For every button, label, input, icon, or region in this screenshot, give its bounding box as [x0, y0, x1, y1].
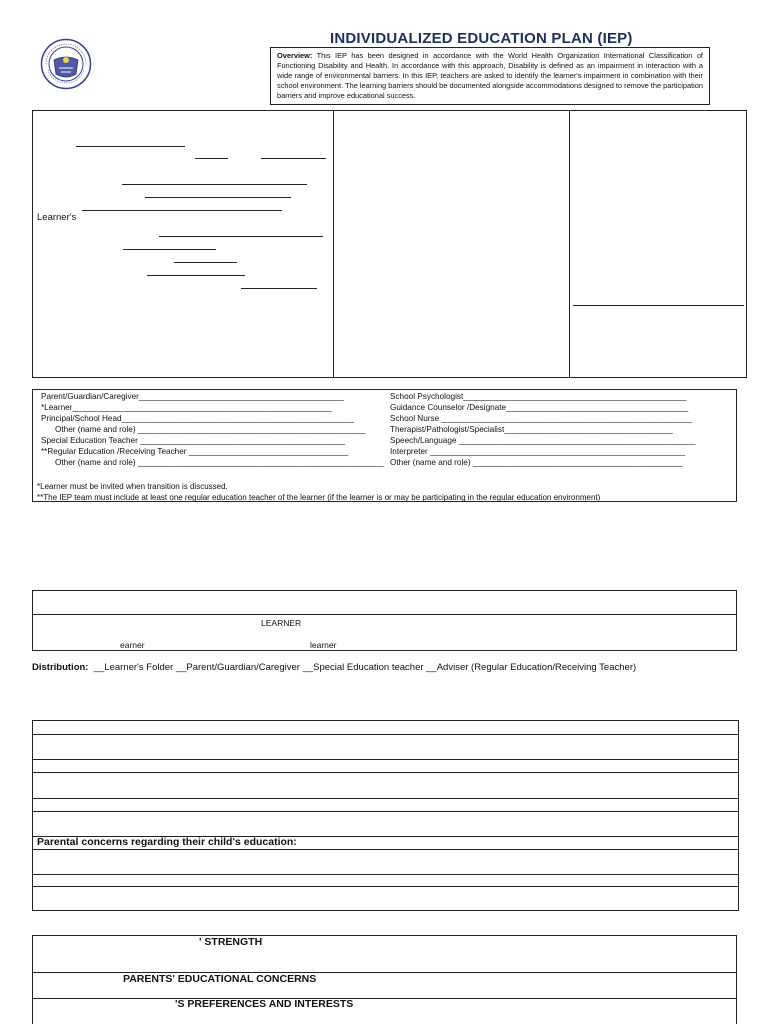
team-member-line[interactable]: *Learner_________________________________________________________ [41, 403, 332, 412]
overview-text: This IEP has been designed in accordance with the World Health Organization International Classification of Functioning Disability and Health. In accordance with this approach, Disability is defined as an impairment in interaction with a wide range of environmental barriers. In this IEP, teachers are asked to identify the learner's impairment in combination with their school environment. The learning barriers should be documented alongside accommodations designed to remove the participation barriers and improve educational success. [277, 51, 703, 100]
learner-small-label: earner [120, 640, 145, 650]
team-member-line[interactable]: Parent/Guardian/Caregiver_____________________________________________ [41, 392, 344, 401]
row-divider [33, 811, 738, 812]
blank-line[interactable] [122, 184, 307, 185]
learner-small-label: learner [310, 640, 337, 650]
blank-line[interactable] [195, 158, 228, 159]
team-member-line[interactable]: Guidance Counselor /Designate________________________________________ [390, 403, 689, 412]
team-member-line[interactable]: Other (name and role) ______________________________________________________ [55, 458, 384, 467]
team-member-line[interactable]: Other (name and role) __________________________________________________ [55, 425, 366, 434]
preferences-heading: 'S PREFERENCES AND INTERESTS [175, 998, 354, 1010]
row-divider [33, 849, 738, 850]
column-divider [569, 111, 570, 377]
team-member-line[interactable]: Special Education Teacher _____________________________________________ [41, 436, 345, 445]
deped-seal-icon [40, 38, 92, 90]
team-member-line[interactable]: School Psychologist_________________________________________________ [390, 392, 687, 401]
row-divider [33, 759, 738, 760]
blank-line[interactable] [174, 262, 237, 263]
team-note: *Learner must be invited when transition is discussed. [37, 482, 228, 491]
blank-line[interactable] [76, 146, 185, 147]
row-divider [33, 886, 738, 887]
blank-line[interactable] [147, 275, 245, 276]
team-member-line[interactable]: Speech/Language ____________________________________________________ [390, 436, 696, 445]
team-left-column [41, 391, 384, 468]
row-divider [33, 772, 738, 773]
concerns-table [32, 720, 739, 911]
team-right-column [390, 391, 696, 468]
team-member-line[interactable]: Therapist/Pathologist/Specialist_____________________________________ [390, 425, 673, 434]
row-divider [33, 614, 736, 615]
blank-line[interactable] [123, 249, 216, 250]
row-divider [33, 798, 738, 799]
signature-box [32, 590, 737, 651]
row-divider [33, 998, 736, 999]
learner-label: LEARNER [261, 618, 302, 628]
team-member-line[interactable]: Interpreter ________________________________________________________ [390, 447, 686, 456]
learner-profile-table [32, 935, 737, 1024]
parents-concerns-heading: PARENTS' EDUCATIONAL CONCERNS [123, 973, 317, 985]
overview-box [270, 47, 710, 105]
overview-label: Overview: [277, 51, 313, 60]
distribution-line [32, 662, 636, 673]
blank-line[interactable] [82, 210, 282, 211]
signature-line[interactable] [573, 305, 744, 306]
distribution-label: Distribution: [32, 662, 89, 673]
blank-line[interactable] [261, 158, 326, 159]
iep-team-box [32, 389, 737, 502]
learner-info-box [32, 110, 747, 378]
page-title: INDIVIDUALIZED EDUCATION PLAN (IEP) [330, 30, 633, 47]
team-member-line[interactable]: Other (name and role) ______________________________________________ [390, 458, 683, 467]
parental-concerns-label: Parental concerns regarding their child's education: [37, 836, 297, 848]
blank-line[interactable] [159, 236, 323, 237]
learners-label: Learner's [37, 212, 77, 223]
strength-heading: ' STRENGTH [199, 936, 263, 948]
blank-line[interactable] [241, 288, 317, 289]
column-divider [333, 111, 334, 377]
team-member-line[interactable]: Principal/School Head___________________________________________________ [41, 414, 354, 423]
distribution-items[interactable]: __Learner's Folder __Parent/Guardian/Caregiver __Special Education teacher __Adviser (Regular Education/Receiving Teacher) [93, 662, 637, 673]
team-member-line[interactable]: School Nurse _______________________________________________________ [390, 414, 692, 423]
team-note: **The IEP team must include at least one regular education teacher of the learner (if the learner is or may be participating in the regular education environment) [37, 493, 601, 502]
team-member-line[interactable]: **Regular Education /Receiving Teacher ___________________________________ [41, 447, 349, 456]
blank-line[interactable] [145, 197, 291, 198]
row-divider [33, 874, 738, 875]
row-divider [33, 734, 738, 735]
